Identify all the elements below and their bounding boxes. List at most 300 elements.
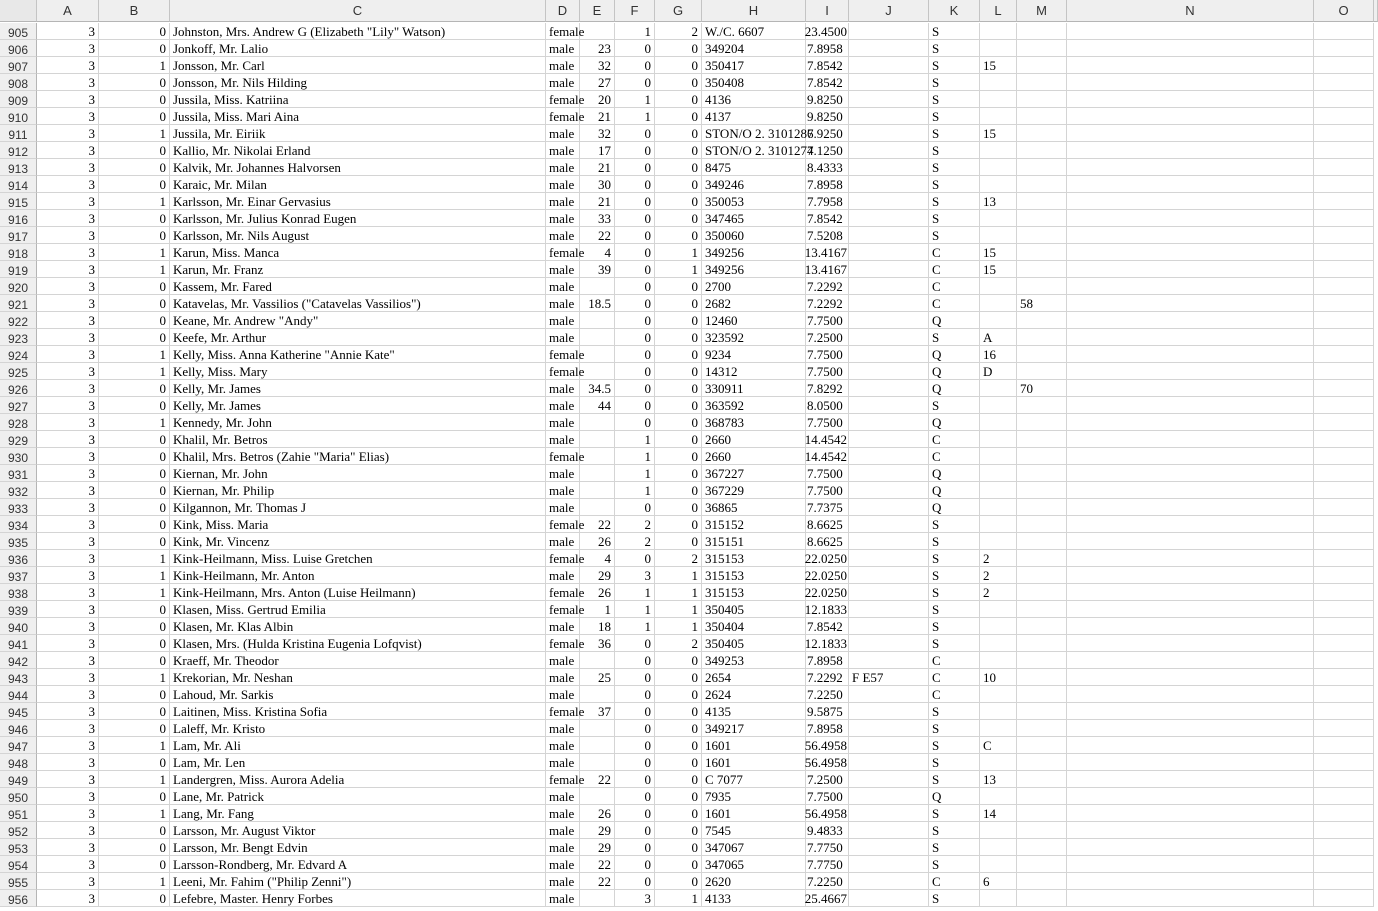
cell-c[interactable]: Leeni, Mr. Fahim ("Philip Zenni") (170, 873, 546, 890)
cell-l[interactable] (980, 448, 1017, 465)
cell-i[interactable] (806, 771, 849, 788)
cell-k[interactable]: C (929, 431, 980, 448)
row-header[interactable]: 944 (0, 686, 37, 703)
cell-l[interactable] (980, 414, 1017, 431)
cell-m[interactable] (1017, 346, 1067, 363)
cell-a[interactable]: 3 (37, 176, 99, 193)
cell-i[interactable] (806, 176, 849, 193)
cell-j[interactable] (849, 533, 929, 550)
cell-b[interactable]: 1 (99, 261, 170, 278)
cell-e[interactable] (580, 788, 615, 805)
cell-m[interactable] (1017, 431, 1067, 448)
cell-o[interactable] (1314, 278, 1374, 295)
cell-i[interactable] (806, 822, 849, 839)
cell-l[interactable] (980, 108, 1017, 125)
cell-o[interactable] (1314, 720, 1374, 737)
cell-b[interactable]: 0 (99, 754, 170, 771)
cell-o[interactable] (1314, 822, 1374, 839)
cell-c[interactable]: Kelly, Mr. James (170, 397, 546, 414)
cell-m[interactable]: 58 (1017, 295, 1067, 312)
cell-b[interactable]: 0 (99, 23, 170, 40)
cell-l[interactable]: 15 (980, 261, 1017, 278)
cell-o[interactable] (1314, 652, 1374, 669)
column-header-b[interactable]: B (99, 0, 170, 22)
cell-f[interactable]: 1 (615, 448, 655, 465)
cell-c[interactable]: Keane, Mr. Andrew "Andy" (170, 312, 546, 329)
row-header[interactable]: 938 (0, 584, 37, 601)
cell-m[interactable] (1017, 890, 1067, 907)
cell-e[interactable] (580, 278, 615, 295)
cell-m[interactable] (1017, 363, 1067, 380)
row-header[interactable]: 910 (0, 108, 37, 125)
cell-f[interactable]: 1 (615, 431, 655, 448)
cell-f[interactable]: 0 (615, 686, 655, 703)
column-header-l[interactable]: L (980, 0, 1017, 22)
cell-g[interactable]: 0 (655, 465, 702, 482)
cell-c[interactable]: Lam, Mr. Len (170, 754, 546, 771)
cell-e[interactable]: 22 (580, 516, 615, 533)
cell-d[interactable]: male (546, 193, 580, 210)
cell-h[interactable]: W./C. 6607 (702, 23, 806, 40)
cell-j[interactable] (849, 227, 929, 244)
cell-n[interactable] (1067, 91, 1314, 108)
cell-a[interactable]: 3 (37, 856, 99, 873)
cell-m[interactable] (1017, 23, 1067, 40)
cell-o[interactable] (1314, 754, 1374, 771)
cell-k[interactable]: S (929, 516, 980, 533)
cell-f[interactable]: 0 (615, 720, 655, 737)
cell-m[interactable] (1017, 567, 1067, 584)
cell-a[interactable]: 3 (37, 754, 99, 771)
cell-l[interactable] (980, 754, 1017, 771)
cell-n[interactable] (1067, 210, 1314, 227)
cell-h[interactable]: 347065 (702, 856, 806, 873)
cell-j[interactable] (849, 703, 929, 720)
cell-k[interactable]: S (929, 890, 980, 907)
cell-k[interactable]: S (929, 567, 980, 584)
cell-g[interactable]: 0 (655, 210, 702, 227)
cell-o[interactable] (1314, 57, 1374, 74)
cell-c[interactable]: Lane, Mr. Patrick (170, 788, 546, 805)
cell-e[interactable] (580, 482, 615, 499)
row-header[interactable]: 927 (0, 397, 37, 414)
cell-c[interactable]: Kallio, Mr. Nikolai Erland (170, 142, 546, 159)
cell-m[interactable] (1017, 108, 1067, 125)
cell-a[interactable]: 3 (37, 890, 99, 907)
cell-d[interactable]: male (546, 142, 580, 159)
cell-a[interactable]: 3 (37, 720, 99, 737)
cell-c[interactable]: Lefebre, Master. Henry Forbes (170, 890, 546, 907)
cell-g[interactable]: 0 (655, 771, 702, 788)
cell-c[interactable]: Larsson, Mr. August Viktor (170, 822, 546, 839)
cell-i[interactable] (806, 363, 849, 380)
cell-k[interactable]: S (929, 618, 980, 635)
cell-h[interactable]: 2660 (702, 431, 806, 448)
cell-a[interactable]: 3 (37, 618, 99, 635)
cell-l[interactable]: 2 (980, 567, 1017, 584)
cell-i[interactable] (806, 346, 849, 363)
cell-b[interactable]: 0 (99, 295, 170, 312)
cell-b[interactable]: 0 (99, 40, 170, 57)
cell-n[interactable] (1067, 295, 1314, 312)
cell-h[interactable]: 350053 (702, 193, 806, 210)
cell-g[interactable]: 1 (655, 567, 702, 584)
cell-d[interactable]: male (546, 295, 580, 312)
cell-f[interactable]: 0 (615, 159, 655, 176)
cell-m[interactable] (1017, 244, 1067, 261)
cell-a[interactable]: 3 (37, 363, 99, 380)
cell-m[interactable] (1017, 533, 1067, 550)
cell-f[interactable]: 0 (615, 397, 655, 414)
cell-m[interactable] (1017, 856, 1067, 873)
cell-c[interactable]: Larsson-Rondberg, Mr. Edvard A (170, 856, 546, 873)
cell-i[interactable] (806, 720, 849, 737)
cell-h[interactable]: 1601 (702, 754, 806, 771)
cell-g[interactable]: 0 (655, 839, 702, 856)
cell-b[interactable]: 0 (99, 516, 170, 533)
cell-k[interactable]: Q (929, 465, 980, 482)
cell-b[interactable]: 0 (99, 448, 170, 465)
cell-e[interactable]: 25 (580, 669, 615, 686)
cell-c[interactable]: Kink-Heilmann, Miss. Luise Gretchen (170, 550, 546, 567)
cell-j[interactable] (849, 380, 929, 397)
cell-d[interactable]: male (546, 856, 580, 873)
cell-h[interactable]: 315153 (702, 584, 806, 601)
cell-n[interactable] (1067, 550, 1314, 567)
row-header[interactable]: 906 (0, 40, 37, 57)
cell-h[interactable]: 12460 (702, 312, 806, 329)
row-header[interactable]: 949 (0, 771, 37, 788)
row-header[interactable]: 922 (0, 312, 37, 329)
cell-k[interactable]: Q (929, 414, 980, 431)
cell-n[interactable] (1067, 754, 1314, 771)
cell-h[interactable]: 367227 (702, 465, 806, 482)
cell-k[interactable]: S (929, 771, 980, 788)
cell-c[interactable]: Kraeff, Mr. Theodor (170, 652, 546, 669)
cell-f[interactable]: 0 (615, 635, 655, 652)
cell-d[interactable]: male (546, 159, 580, 176)
cell-j[interactable] (849, 346, 929, 363)
cell-b[interactable]: 0 (99, 839, 170, 856)
row-header[interactable]: 930 (0, 448, 37, 465)
cell-g[interactable]: 0 (655, 822, 702, 839)
cell-j[interactable] (849, 244, 929, 261)
row-header[interactable]: 954 (0, 856, 37, 873)
cell-c[interactable]: Jonkoff, Mr. Lalio (170, 40, 546, 57)
row-header[interactable]: 934 (0, 516, 37, 533)
cell-f[interactable]: 1 (615, 23, 655, 40)
cell-j[interactable] (849, 856, 929, 873)
cell-b[interactable]: 1 (99, 57, 170, 74)
cell-f[interactable]: 3 (615, 567, 655, 584)
cell-h[interactable]: 350405 (702, 601, 806, 618)
cell-g[interactable]: 0 (655, 176, 702, 193)
cell-f[interactable]: 0 (615, 873, 655, 890)
cell-g[interactable]: 0 (655, 295, 702, 312)
cell-j[interactable] (849, 108, 929, 125)
cell-k[interactable]: S (929, 839, 980, 856)
cell-i[interactable] (806, 839, 849, 856)
cell-b[interactable]: 0 (99, 499, 170, 516)
cell-h[interactable]: 2682 (702, 295, 806, 312)
cell-f[interactable]: 0 (615, 499, 655, 516)
cell-n[interactable] (1067, 822, 1314, 839)
row-header[interactable]: 923 (0, 329, 37, 346)
cell-i[interactable] (806, 499, 849, 516)
row-header[interactable]: 941 (0, 635, 37, 652)
cell-a[interactable]: 3 (37, 533, 99, 550)
cell-c[interactable]: Karun, Mr. Franz (170, 261, 546, 278)
cell-c[interactable]: Jussila, Mr. Eiriik (170, 125, 546, 142)
cell-g[interactable]: 0 (655, 516, 702, 533)
cell-b[interactable]: 1 (99, 244, 170, 261)
cell-c[interactable]: Katavelas, Mr. Vassilios ("Catavelas Vassilios") (170, 295, 546, 312)
cell-g[interactable]: 0 (655, 278, 702, 295)
cell-f[interactable]: 0 (615, 40, 655, 57)
cell-k[interactable]: C (929, 244, 980, 261)
cell-d[interactable]: male (546, 652, 580, 669)
cell-a[interactable]: 3 (37, 74, 99, 91)
cell-d[interactable]: male (546, 176, 580, 193)
cell-i[interactable] (806, 754, 849, 771)
cell-m[interactable] (1017, 771, 1067, 788)
cell-e[interactable]: 22 (580, 856, 615, 873)
cell-k[interactable]: C (929, 652, 980, 669)
cell-c[interactable]: Karlsson, Mr. Einar Gervasius (170, 193, 546, 210)
cell-n[interactable] (1067, 23, 1314, 40)
cell-j[interactable] (849, 584, 929, 601)
cell-h[interactable]: 315153 (702, 567, 806, 584)
cell-d[interactable]: female (546, 363, 580, 380)
column-header-d[interactable]: D (546, 0, 580, 22)
cell-g[interactable]: 0 (655, 720, 702, 737)
cell-n[interactable] (1067, 244, 1314, 261)
cell-h[interactable]: STON/O 2. 3101274 (702, 142, 806, 159)
cell-n[interactable] (1067, 839, 1314, 856)
cell-k[interactable]: S (929, 159, 980, 176)
cell-g[interactable]: 2 (655, 550, 702, 567)
cell-j[interactable] (849, 805, 929, 822)
cell-c[interactable]: Keefe, Mr. Arthur (170, 329, 546, 346)
cell-m[interactable] (1017, 142, 1067, 159)
cell-n[interactable] (1067, 465, 1314, 482)
cell-l[interactable] (980, 703, 1017, 720)
cell-c[interactable]: Kilgannon, Mr. Thomas J (170, 499, 546, 516)
cell-m[interactable] (1017, 210, 1067, 227)
cell-g[interactable]: 0 (655, 91, 702, 108)
cell-o[interactable] (1314, 295, 1374, 312)
cell-l[interactable] (980, 312, 1017, 329)
cell-i[interactable] (806, 465, 849, 482)
cell-f[interactable]: 0 (615, 822, 655, 839)
cell-g[interactable]: 0 (655, 737, 702, 754)
cell-h[interactable]: 315151 (702, 533, 806, 550)
cell-b[interactable]: 0 (99, 91, 170, 108)
cell-b[interactable]: 0 (99, 635, 170, 652)
cell-m[interactable] (1017, 329, 1067, 346)
cell-g[interactable]: 0 (655, 329, 702, 346)
row-header[interactable]: 919 (0, 261, 37, 278)
cell-a[interactable]: 3 (37, 159, 99, 176)
cell-a[interactable]: 3 (37, 380, 99, 397)
row-header[interactable]: 913 (0, 159, 37, 176)
cell-c[interactable]: Kink-Heilmann, Mrs. Anton (Luise Heilmann) (170, 584, 546, 601)
cell-n[interactable] (1067, 856, 1314, 873)
cell-m[interactable] (1017, 669, 1067, 686)
cell-n[interactable] (1067, 329, 1314, 346)
cell-k[interactable]: S (929, 822, 980, 839)
cell-d[interactable]: male (546, 380, 580, 397)
cell-i[interactable] (806, 312, 849, 329)
row-header[interactable]: 907 (0, 57, 37, 74)
cell-b[interactable]: 1 (99, 567, 170, 584)
cell-i[interactable] (806, 686, 849, 703)
cell-k[interactable]: C (929, 261, 980, 278)
cell-c[interactable]: Lang, Mr. Fang (170, 805, 546, 822)
row-header[interactable]: 953 (0, 839, 37, 856)
cell-i[interactable] (806, 703, 849, 720)
cell-a[interactable]: 3 (37, 839, 99, 856)
cell-i[interactable] (806, 550, 849, 567)
cell-i[interactable] (806, 482, 849, 499)
cell-j[interactable] (849, 295, 929, 312)
cell-h[interactable]: 349204 (702, 40, 806, 57)
cell-b[interactable]: 0 (99, 601, 170, 618)
cell-a[interactable]: 3 (37, 448, 99, 465)
cell-k[interactable]: C (929, 448, 980, 465)
cell-f[interactable]: 0 (615, 550, 655, 567)
cell-f[interactable]: 1 (615, 601, 655, 618)
cell-j[interactable] (849, 448, 929, 465)
cell-f[interactable]: 0 (615, 754, 655, 771)
cell-k[interactable]: Q (929, 363, 980, 380)
cell-n[interactable] (1067, 788, 1314, 805)
cell-i[interactable] (806, 890, 849, 907)
cell-g[interactable]: 1 (655, 890, 702, 907)
cell-e[interactable] (580, 652, 615, 669)
cell-o[interactable] (1314, 788, 1374, 805)
cell-a[interactable]: 3 (37, 125, 99, 142)
cell-o[interactable] (1314, 414, 1374, 431)
column-header-f[interactable]: F (615, 0, 655, 22)
cell-n[interactable] (1067, 363, 1314, 380)
cell-e[interactable] (580, 737, 615, 754)
cell-k[interactable]: S (929, 91, 980, 108)
cell-g[interactable]: 0 (655, 805, 702, 822)
cell-m[interactable] (1017, 414, 1067, 431)
cell-i[interactable] (806, 601, 849, 618)
cell-o[interactable] (1314, 856, 1374, 873)
cell-h[interactable]: 349256 (702, 261, 806, 278)
cell-f[interactable]: 1 (615, 91, 655, 108)
row-header[interactable]: 932 (0, 482, 37, 499)
cell-o[interactable] (1314, 890, 1374, 907)
cell-k[interactable]: S (929, 635, 980, 652)
cell-d[interactable]: female (546, 244, 580, 261)
cell-f[interactable]: 0 (615, 125, 655, 142)
cell-f[interactable]: 0 (615, 312, 655, 329)
cell-g[interactable]: 0 (655, 363, 702, 380)
cell-c[interactable]: Larsson, Mr. Bengt Edvin (170, 839, 546, 856)
cell-d[interactable]: female (546, 108, 580, 125)
row-header[interactable]: 905 (0, 23, 37, 40)
row-header[interactable]: 947 (0, 737, 37, 754)
cell-d[interactable]: female (546, 23, 580, 40)
cell-d[interactable]: male (546, 533, 580, 550)
cell-m[interactable] (1017, 788, 1067, 805)
cell-c[interactable]: Kelly, Mr. James (170, 380, 546, 397)
cell-j[interactable] (849, 261, 929, 278)
cell-j[interactable] (849, 618, 929, 635)
cell-c[interactable]: Kelly, Miss. Anna Katherine "Annie Kate" (170, 346, 546, 363)
cell-m[interactable] (1017, 601, 1067, 618)
cell-k[interactable]: S (929, 720, 980, 737)
cell-j[interactable] (849, 754, 929, 771)
cell-k[interactable]: S (929, 142, 980, 159)
row-header[interactable]: 911 (0, 125, 37, 142)
cell-f[interactable]: 1 (615, 482, 655, 499)
cell-g[interactable]: 0 (655, 431, 702, 448)
cell-h[interactable]: 315153 (702, 550, 806, 567)
cell-n[interactable] (1067, 686, 1314, 703)
cell-e[interactable] (580, 23, 615, 40)
cell-d[interactable]: female (546, 346, 580, 363)
cell-e[interactable] (580, 346, 615, 363)
cell-j[interactable] (849, 601, 929, 618)
cell-g[interactable]: 0 (655, 74, 702, 91)
cell-e[interactable]: 36 (580, 635, 615, 652)
cell-m[interactable] (1017, 159, 1067, 176)
cell-j[interactable] (849, 873, 929, 890)
cell-o[interactable] (1314, 159, 1374, 176)
cell-d[interactable]: male (546, 499, 580, 516)
cell-j[interactable] (849, 40, 929, 57)
row-header[interactable]: 935 (0, 533, 37, 550)
cell-m[interactable] (1017, 805, 1067, 822)
cell-b[interactable]: 1 (99, 805, 170, 822)
cell-n[interactable] (1067, 703, 1314, 720)
cell-k[interactable]: S (929, 805, 980, 822)
cell-d[interactable]: male (546, 822, 580, 839)
cell-a[interactable]: 3 (37, 652, 99, 669)
cell-i[interactable] (806, 448, 849, 465)
cell-n[interactable] (1067, 720, 1314, 737)
cell-f[interactable]: 0 (615, 244, 655, 261)
cell-j[interactable] (849, 57, 929, 74)
cell-l[interactable] (980, 40, 1017, 57)
row-header[interactable]: 917 (0, 227, 37, 244)
cell-b[interactable]: 0 (99, 397, 170, 414)
cell-d[interactable]: male (546, 686, 580, 703)
cell-e[interactable] (580, 363, 615, 380)
cell-c[interactable]: Karlsson, Mr. Nils August (170, 227, 546, 244)
cell-k[interactable]: S (929, 210, 980, 227)
cell-e[interactable]: 22 (580, 771, 615, 788)
cell-o[interactable] (1314, 261, 1374, 278)
cell-i[interactable] (806, 125, 849, 142)
cell-f[interactable]: 0 (615, 839, 655, 856)
column-header-a[interactable]: A (37, 0, 99, 22)
row-header[interactable]: 928 (0, 414, 37, 431)
cell-o[interactable] (1314, 499, 1374, 516)
cell-o[interactable] (1314, 74, 1374, 91)
cell-i[interactable] (806, 380, 849, 397)
cell-k[interactable]: S (929, 227, 980, 244)
cell-k[interactable]: S (929, 584, 980, 601)
cell-a[interactable]: 3 (37, 23, 99, 40)
cell-j[interactable] (849, 499, 929, 516)
cell-m[interactable] (1017, 618, 1067, 635)
